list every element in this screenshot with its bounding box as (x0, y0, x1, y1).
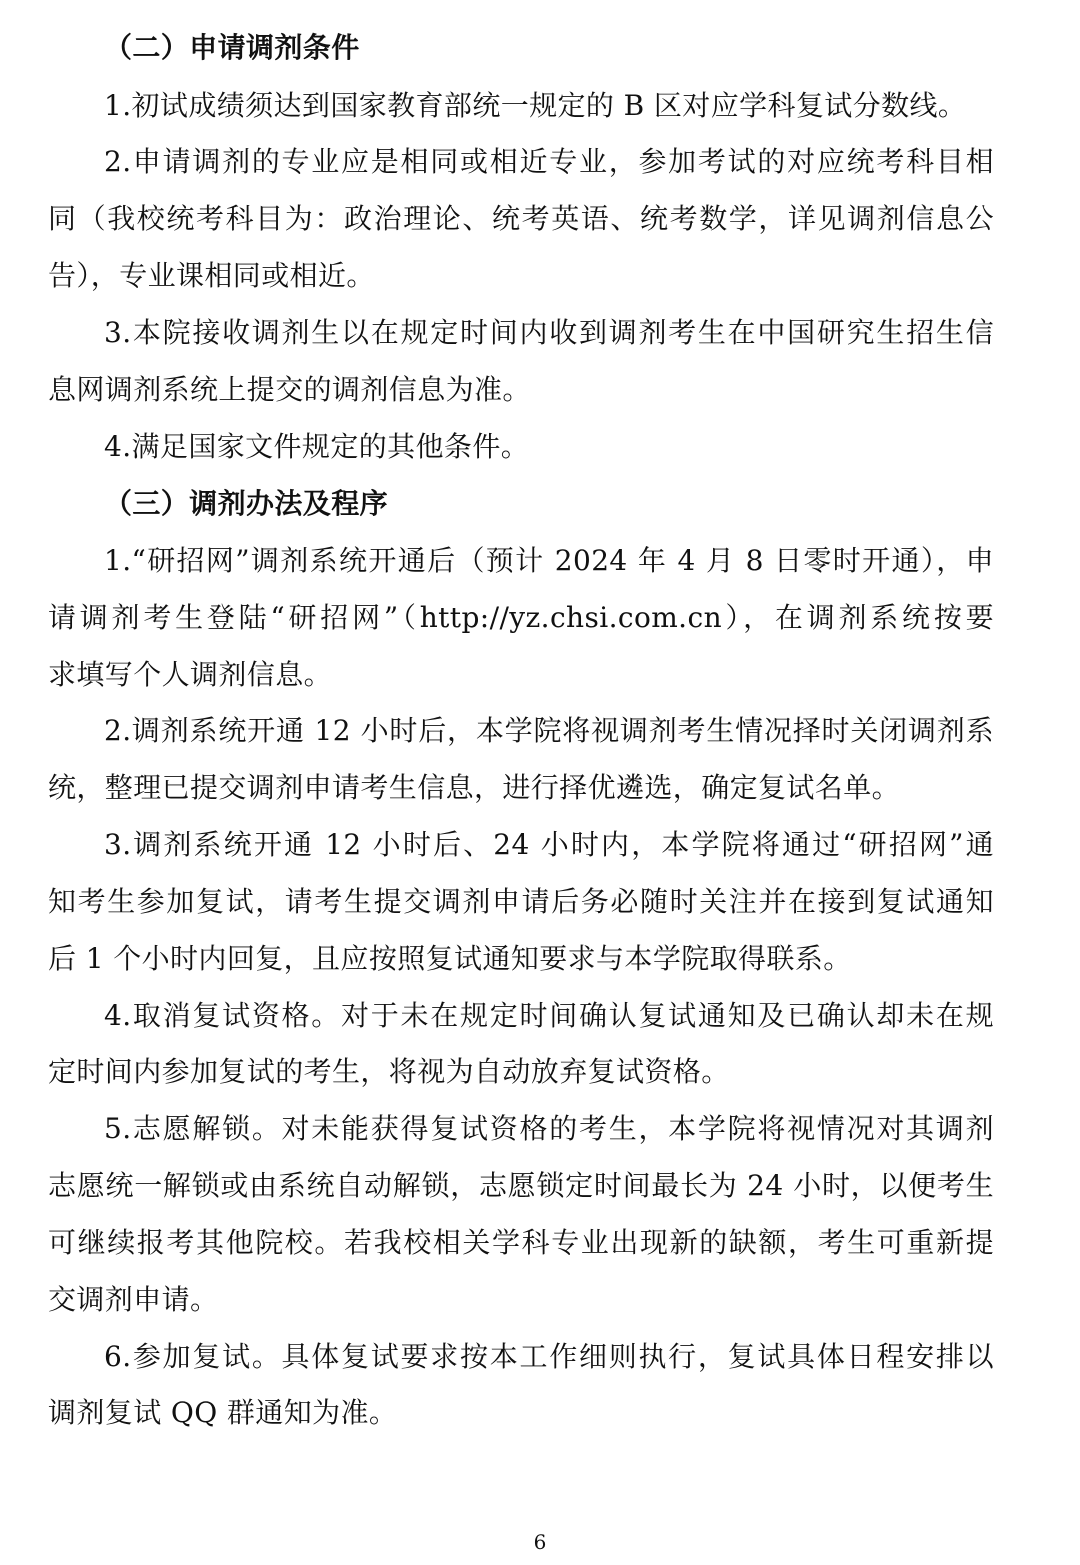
page-number: 6 (533, 1530, 547, 1554)
paragraph-line: 定时间内参加复试的考生，将视为自动放弃复试资格。 (48, 1055, 730, 1088)
paragraph-line: 调剂复试 QQ 群通知为准。 (48, 1396, 398, 1429)
paragraph-line: 后 1 个小时内回复，且应按照复试通知要求与本学院取得联系。 (48, 942, 852, 975)
paragraph-line: 统，整理已提交调剂申请考生信息，进行择优遴选，确定复试名单。 (48, 771, 901, 804)
paragraph-line: 4.取消复试资格。对于未在规定时间确认复试通知及已确认却未在规 (104, 999, 994, 1032)
paragraph-line: 息网调剂系统上提交的调剂信息为准。 (48, 373, 531, 406)
paragraph-line: 2.申请调剂的专业应是相同或相近专业，参加考试的对应统考科目相 (104, 145, 994, 178)
paragraph-line: 6.参加复试。具体复试要求按本工作细则执行，复试具体日程安排以 (104, 1340, 994, 1373)
paragraph-line: 3.本院接收调剂生以在规定时间内收到调剂考生在中国研究生招生信 (104, 316, 994, 349)
paragraph-line: 可继续报考其他院校。若我校相关学科专业出现新的缺额，考生可重新提 (48, 1226, 994, 1259)
paragraph-line: 知考生参加复试，请考生提交调剂申请后务必随时关注并在接到复试通知 (48, 885, 994, 918)
paragraph-line: 3.调剂系统开通 12 小时后、24 小时内，本学院将通过“研招网”通 (104, 828, 994, 861)
paragraph-line: 1.初试成绩须达到国家教育部统一规定的 B 区对应学科复试分数线。 (104, 89, 967, 122)
section-heading-application-conditions: （二）申请调剂条件 (104, 31, 360, 64)
paragraph-line: 请调剂考生登陆“研招网”（http://yz.chsi.com.cn），在调剂系统按要 (48, 601, 994, 634)
paragraph-line: 告），专业课相同或相近。 (48, 259, 375, 292)
paragraph-line: 1.“研招网”调剂系统开通后（预计 2024 年 4 月 8 日零时开通），申 (104, 544, 994, 577)
paragraph-line: 2.调剂系统开通 12 小时后，本学院将视调剂考生情况择时关闭调剂系 (104, 714, 994, 747)
paragraph-line: 志愿统一解锁或由系统自动解锁，志愿锁定时间最长为 24 小时，以便考生 (48, 1169, 994, 1202)
paragraph-line: 同（我校统考科目为：政治理论、统考英语、统考数学，详见调剂信息公 (48, 202, 994, 235)
paragraph-line: 交调剂申请。 (48, 1283, 219, 1316)
section-heading-adjustment-procedure: （三）调剂办法及程序 (104, 487, 389, 520)
paragraph-line: 求填写个人调剂信息。 (48, 658, 333, 691)
paragraph-line: 4.满足国家文件规定的其他条件。 (104, 430, 530, 463)
paragraph-line: 5.志愿解锁。对未能获得复试资格的考生，本学院将视情况对其调剂 (104, 1112, 994, 1145)
